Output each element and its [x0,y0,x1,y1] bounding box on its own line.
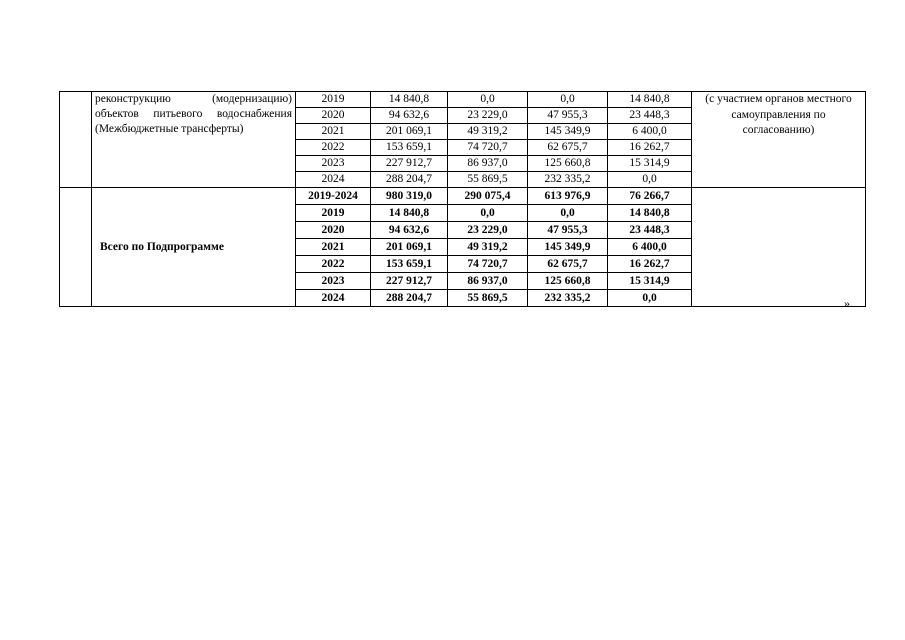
total-cell-federal: 23 229,0 [448,222,528,239]
cell-total: 227 912,7 [371,156,448,172]
total-cell-regional: 47 955,3 [528,222,608,239]
cell-local: 16 262,7 [608,140,692,156]
cell-year: 2024 [296,172,371,188]
total-cell-local: 76 266,7 [608,188,692,205]
cell-regional: 145 349,9 [528,124,608,140]
total-cell-regional: 232 335,2 [528,290,608,307]
cell-local: 23 448,3 [608,108,692,124]
table-row [60,92,866,108]
total-cell-local: 16 262,7 [608,256,692,273]
total-cell-total: 980 319,0 [371,188,448,205]
cell-federal: 86 937,0 [448,156,528,172]
total-cell-year: 2019-2024 [296,188,371,205]
total-cell-total: 94 632,6 [371,222,448,239]
total-cell-local: 6 400,0 [608,239,692,256]
total-cell-federal: 49 319,2 [448,239,528,256]
total-cell-year: 2020 [296,222,371,239]
cell-year: 2022 [296,140,371,156]
total-cell-regional: 613 976,9 [528,188,608,205]
row-number-cell [60,92,92,188]
cell-federal: 23 229,0 [448,108,528,124]
cell-federal: 49 319,2 [448,124,528,140]
cell-federal: 55 869,5 [448,172,528,188]
cell-federal: 0,0 [448,92,528,108]
total-cell-federal: 55 869,5 [448,290,528,307]
cell-year: 2019 [296,92,371,108]
cell-local: 0,0 [608,172,692,188]
total-cell-year: 2023 [296,273,371,290]
total-cell-federal: 74 720,7 [448,256,528,273]
total-cell-federal: 0,0 [448,205,528,222]
total-cell-total: 201 069,1 [371,239,448,256]
cell-total: 14 840,8 [371,92,448,108]
executor-note: (с участием органов местного самоуправления по согласованию) [692,92,866,188]
cell-year: 2021 [296,124,371,140]
cell-regional: 47 955,3 [528,108,608,124]
measure-description: реконструкцию (модернизацию) объектов питьевого водоснабжения (Межбюджетные трансферты) [92,92,296,188]
total-cell-local: 23 448,3 [608,222,692,239]
cell-total: 153 659,1 [371,140,448,156]
total-cell-year: 2024 [296,290,371,307]
cell-regional: 62 675,7 [528,140,608,156]
cell-total: 288 204,7 [371,172,448,188]
cell-total: 94 632,6 [371,108,448,124]
funding-table [59,91,866,307]
total-cell-regional: 145 349,9 [528,239,608,256]
total-cell-local: 15 314,9 [608,273,692,290]
total-cell-local: 14 840,8 [608,205,692,222]
cell-regional: 0,0 [528,92,608,108]
total-label: Всего по Подпрограмме [92,188,296,307]
cell-local: 14 840,8 [608,92,692,108]
cell-regional: 232 335,2 [528,172,608,188]
cell-local: 15 314,9 [608,156,692,172]
total-cell-regional: 62 675,7 [528,256,608,273]
total-cell-total: 227 912,7 [371,273,448,290]
cell-regional: 125 660,8 [528,156,608,172]
closing-quote-mark: ». [844,296,853,310]
empty-note-cell [692,188,866,307]
row-number-cell [60,188,92,307]
total-cell-year: 2021 [296,239,371,256]
total-cell-year: 2019 [296,205,371,222]
total-row [60,188,866,205]
cell-federal: 74 720,7 [448,140,528,156]
cell-total: 201 069,1 [371,124,448,140]
total-cell-federal: 86 937,0 [448,273,528,290]
total-cell-total: 14 840,8 [371,205,448,222]
total-cell-regional: 0,0 [528,205,608,222]
total-cell-year: 2022 [296,256,371,273]
cell-year: 2023 [296,156,371,172]
total-cell-federal: 290 075,4 [448,188,528,205]
cell-year: 2020 [296,108,371,124]
cell-local: 6 400,0 [608,124,692,140]
total-cell-total: 288 204,7 [371,290,448,307]
total-cell-local: 0,0 [608,290,692,307]
total-cell-total: 153 659,1 [371,256,448,273]
total-cell-regional: 125 660,8 [528,273,608,290]
